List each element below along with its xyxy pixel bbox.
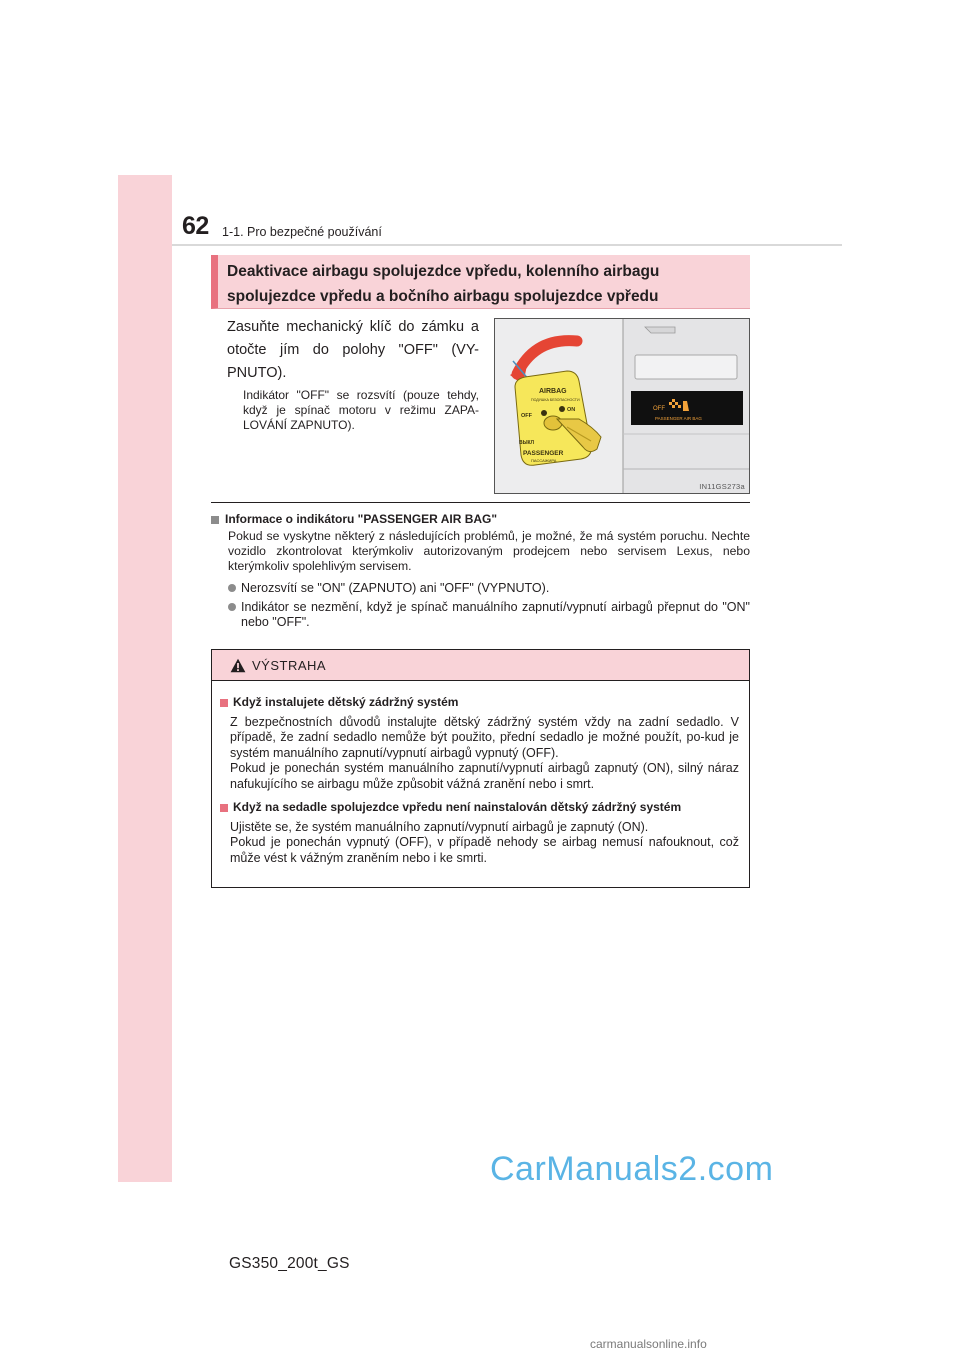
info-block [211, 512, 750, 630]
warning-item-paragraph: Z bezpečnostních důvodů instalujte dětský zádržný systém vždy na zadní sedadlo. V případě, že zadní sedadlo nemůže být použito, přední sedadlo je možné použít, po-kud je systém manuálního zapnutí/vypnutí airbagů vypnutý (OFF). [230, 714, 739, 760]
info-body: Pokud se vyskytne některý z následujících problémů, je možné, že má systém poruchu. Nechte vozidlo zkontrolovat kterýmkoliv autorizovaným prodejcem nebo servisem Lexus, nebo kterýmkoliv spolehlivým servisem. [228, 529, 750, 573]
indicator-off-text: OFF [653, 406, 665, 412]
info-bullet-text: Nerozsvítí se "ON" (ZAPNUTO) ani "OFF" (VYPNUTO). [241, 581, 550, 595]
warning-triangle-icon [230, 658, 246, 673]
section-divider [211, 502, 750, 503]
square-bullet-icon [211, 516, 219, 524]
airbag-switch-figure [494, 318, 750, 494]
watermark-carmanuals2: CarManuals2.com [490, 1150, 774, 1188]
airbag-switch-illustration [495, 319, 750, 494]
plate-on-label: ON [567, 407, 576, 413]
info-bullet [211, 600, 750, 630]
figure-code: IN11GS273a [699, 482, 745, 491]
info-heading-text: Informace o indikátoru "PASSENGER AIR BAG" [225, 512, 498, 526]
side-band [118, 175, 172, 1182]
plate-passenger-label: PASSENGER [523, 450, 564, 457]
instruction-text: Zasuňte mechanický klíč do zámku a otočte jím do polohy "OFF" (VY-PNUTO). [227, 319, 479, 381]
warning-item-heading [220, 800, 739, 816]
section-title: Deaktivace airbagu spolujezdce vpředu, kolenního airbagu spolujezdce vpředu a bočního airbagu spolujezdce vpředu [211, 255, 750, 309]
warning-item [212, 800, 749, 866]
watermark-bottom-bar [0, 1323, 960, 1358]
plate-cyrillic-bottom: ПАССАЖИРА [531, 458, 557, 463]
warning-item-paragraph: Pokud je ponechán vypnutý (OFF), v případě nehody se airbag nemusí nafouknout, což může vést k vážným zraněním nebo i ke smrti. [230, 835, 739, 865]
warning-title: VÝSTRAHA [252, 657, 327, 673]
warning-header [212, 650, 749, 681]
watermark-carmanualsonline: carmanualsonline.info [590, 1337, 707, 1351]
plate-off-label: OFF [521, 413, 532, 419]
square-bullet-icon [220, 804, 228, 812]
info-heading [211, 512, 750, 527]
warning-box [211, 649, 750, 888]
indicator-passenger-airbag-text: PASSENGER AIR BAG [655, 416, 702, 421]
warning-item-paragraph: Pokud je ponechán systém manuálního zapnutí/vypnutí airbagů zapnutý (ON), silný náraz nafukujícího se airbagu může způsobit vážná zranění nebo i smrt. [230, 761, 739, 791]
plate-cyrillic-top: ПОДУШКА БЕЗОПАСНОСТИ [531, 398, 580, 402]
square-bullet-icon [220, 699, 228, 707]
warning-item [212, 695, 749, 792]
warning-item-heading [220, 695, 739, 711]
round-bullet-icon [228, 584, 236, 592]
footer-model-code: GS350_200t_GS [229, 1255, 350, 1272]
warning-item-body [220, 715, 739, 793]
section-breadcrumb: 1-1. Pro bezpečné používání [222, 225, 382, 239]
header-rule [172, 244, 842, 246]
info-bullet [211, 581, 750, 596]
warning-item-paragraph: Ujistěte se, že systém manuálního zapnutí/vypnutí airbagů je zapnutý (ON). [230, 819, 649, 834]
page-number: 62 [182, 212, 209, 240]
warning-item-body [220, 820, 739, 867]
info-bullet-text: Indikátor se nezmění, když je spínač manuálního zapnutí/vypnutí airbagů přepnut do "ON" nebo "OFF". [241, 600, 750, 629]
instruction-note: Indikátor "OFF" se rozsvítí (pouze tehdy, když je spínač motoru v režimu ZAPA-LOVÁNÍ ZAPNUTO). [243, 388, 479, 432]
plate-airbag-label: AIRBAG [539, 388, 567, 395]
plate-vykl-label: ВЫКЛ [519, 440, 535, 446]
warning-item-heading-text: Když na sedadle spolujezdce vpředu není nainstalován dětský zádržný systém [233, 800, 682, 814]
round-bullet-icon [228, 603, 236, 611]
warning-item-heading-text: Když instalujete dětský zádržný systém [233, 695, 459, 709]
